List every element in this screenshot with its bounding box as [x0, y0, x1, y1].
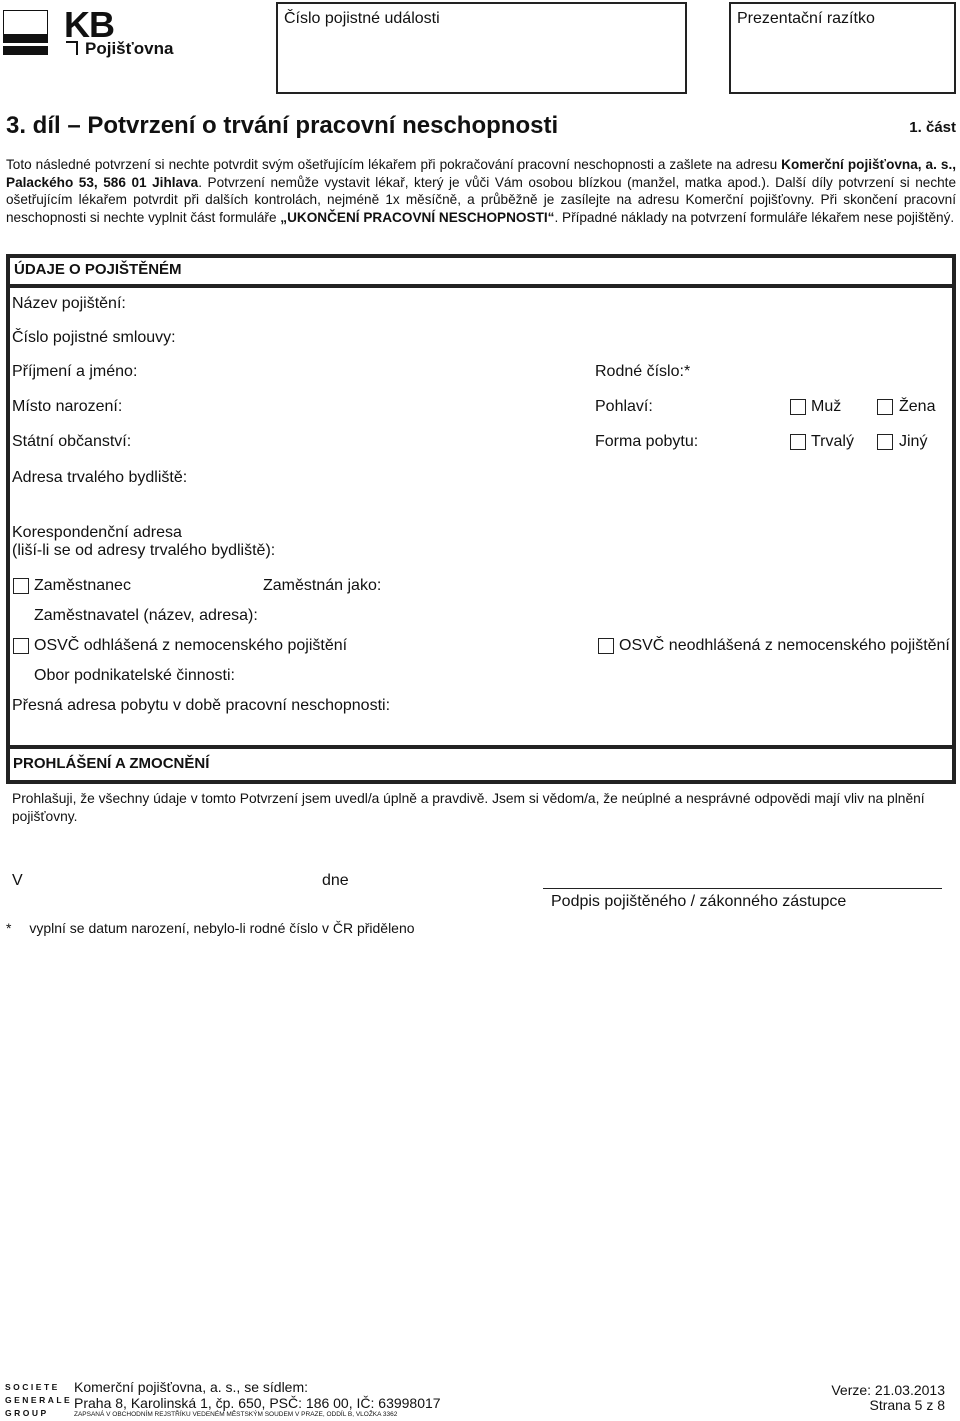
osvc-not-registered-label: OSVČ neodhlášená z nemocenského pojištění: [619, 637, 950, 654]
birth-number-field[interactable]: Rodné číslo:*: [595, 363, 691, 380]
section-title-divider: [6, 284, 956, 288]
intro-text-3: . Případné náklady na potvrzení formuláře lékařem nese pojištěný.: [554, 209, 955, 225]
sg-line-1: SOCIETE: [5, 1382, 60, 1392]
footer-company: Komerční pojišťovna, a. s., se sídlem:: [74, 1379, 309, 1395]
footnote-mark: *: [6, 920, 12, 936]
signature-label: Podpis pojištěného / zákonného zástupce: [551, 893, 847, 910]
insured-form: [6, 254, 956, 910]
signature-line[interactable]: [543, 888, 942, 889]
footnote: [6, 920, 415, 936]
gender-male-checkbox[interactable]: [790, 399, 806, 415]
logo-corner-icon: [66, 41, 78, 55]
logo-brand: KB: [64, 4, 114, 45]
gender-label: Pohlaví:: [595, 398, 653, 415]
insured-section-title: ÚDAJE O POJIŠTĚNÉM: [14, 261, 182, 278]
gender-male-label: Muž: [811, 398, 842, 415]
gender-female-checkbox[interactable]: [877, 399, 893, 415]
part-number: 1. část: [909, 119, 956, 136]
footer-address: Praha 8, Karolinská 1, čp. 650, PSČ: 186 00, IČ: 63998017: [74, 1395, 441, 1411]
citizenship-field[interactable]: Státní občanství:: [12, 433, 132, 450]
residence-form-label: Forma pobytu:: [595, 433, 699, 450]
intro-text-1: Toto následné potvrzení si nechte potvrdit svým ošetřujícím lékařem při pokračování pracovní neschopnosti a zašlete na adresu: [6, 157, 782, 172]
decl-title-divider: [6, 780, 956, 784]
societe-generale-logo: [5, 1381, 72, 1420]
stay-address-field[interactable]: Přesná adresa pobytu v době pracovní neschopnosti:: [12, 697, 391, 714]
frame-left-border: [6, 254, 10, 749]
footnote-text: vyplní se datum narození, nebylo-li rodné číslo v ČR přiděleno: [29, 920, 415, 936]
sg-line-3: GROUP: [5, 1408, 49, 1418]
intro-paragraph: [6, 156, 956, 226]
osvc-registered-checkbox[interactable]: [13, 638, 29, 654]
osvc-not-registered-checkbox[interactable]: [598, 638, 614, 654]
place-field[interactable]: V: [12, 872, 23, 889]
claim-number-box[interactable]: [276, 2, 687, 94]
correspondence-address-field[interactable]: Korespondenční adresa: [12, 524, 182, 541]
date-field[interactable]: dne: [322, 872, 349, 889]
employer-field[interactable]: Zaměstnavatel (název, adresa):: [34, 607, 258, 624]
page-title: 3. díl – Potvrzení o trvání pracovní neschopnosti: [6, 112, 559, 139]
kb-logo-mark: [3, 10, 48, 55]
policy-number-field[interactable]: Číslo pojistné smlouvy:: [12, 329, 176, 346]
claim-number-label: Číslo pojistné události: [284, 10, 440, 27]
gender-female-label: Žena: [899, 398, 936, 415]
employee-label: Zaměstnanec: [34, 577, 131, 594]
intro-address: Komerční pojišťovna, a. s., Palackého 53, 586 01 Jihlava: [6, 157, 957, 190]
sg-line-2: GENERALE: [5, 1395, 73, 1405]
declaration-section-title: PROHLÁŠENÍ A ZMOCNĚNÍ: [13, 755, 210, 772]
osvc-registered-label: OSVČ odhlášená z nemocenského pojištění: [34, 637, 348, 654]
stamp-label: Prezentační razítko: [737, 10, 875, 27]
correspondence-address-note: (liší-li se od adresy trvalého bydliště):: [12, 542, 276, 559]
intro-text-2: . Potvrzení nemůže vystavit lékař, který je vůči Vám osobou blízkou (manžel, matka apod.). Další díly potvrzení si nechte ošetřujícím lékařem potvrdit při dalších kontrolách, nejméně 1x měsíčně, a průběžně je zasílejte na adresu Komerční pojišťovny. Při skončení pracovní neschopnosti si nechte vyplnit část formuláře: [6, 174, 957, 225]
residence-permanent-label: Trvalý: [811, 433, 854, 450]
insurance-name-field[interactable]: Název pojištění:: [12, 295, 126, 312]
declaration-text: Prohlašuji, že všechny údaje v tomto Potvrzení jsem uvedl/a úplně a pravdivě. Jsem si vědom/a, že neúplné a nesprávné odpovědi mají vliv na plnění pojišťovny.: [12, 791, 925, 824]
footer-page: Strana 5 z 8: [869, 1397, 945, 1413]
frame-top-border: [6, 254, 956, 258]
stamp-box[interactable]: [729, 2, 956, 94]
residence-other-checkbox[interactable]: [877, 434, 893, 450]
residence-other-label: Jiný: [899, 433, 928, 450]
birth-place-field[interactable]: Místo narození:: [12, 398, 123, 415]
logo-name: Pojišťovna: [85, 39, 174, 58]
employed-as-field[interactable]: Zaměstnán jako:: [263, 577, 382, 594]
employee-checkbox[interactable]: [13, 578, 29, 594]
residence-permanent-checkbox[interactable]: [790, 434, 806, 450]
footer-registry: ZAPSANÁ V OBCHODNÍM REJSTŘÍKU VEDENÉM MĚSTSKÝM SOUDEM V PRAZE, ODDÍL B, VLOŽKA 3362: [74, 1411, 398, 1418]
permanent-address-field[interactable]: Adresa trvalého bydliště:: [12, 469, 188, 486]
intro-section-ref: „UKONČENÍ PRACOVNÍ NESCHOPNOSTI“: [280, 209, 555, 225]
frame-right-border: [952, 254, 956, 749]
business-field-field[interactable]: Obor podnikatelské činnosti:: [34, 667, 235, 684]
footer-version: Verze: 21.03.2013: [831, 1382, 945, 1398]
full-name-field[interactable]: Příjmení a jméno:: [12, 363, 138, 380]
